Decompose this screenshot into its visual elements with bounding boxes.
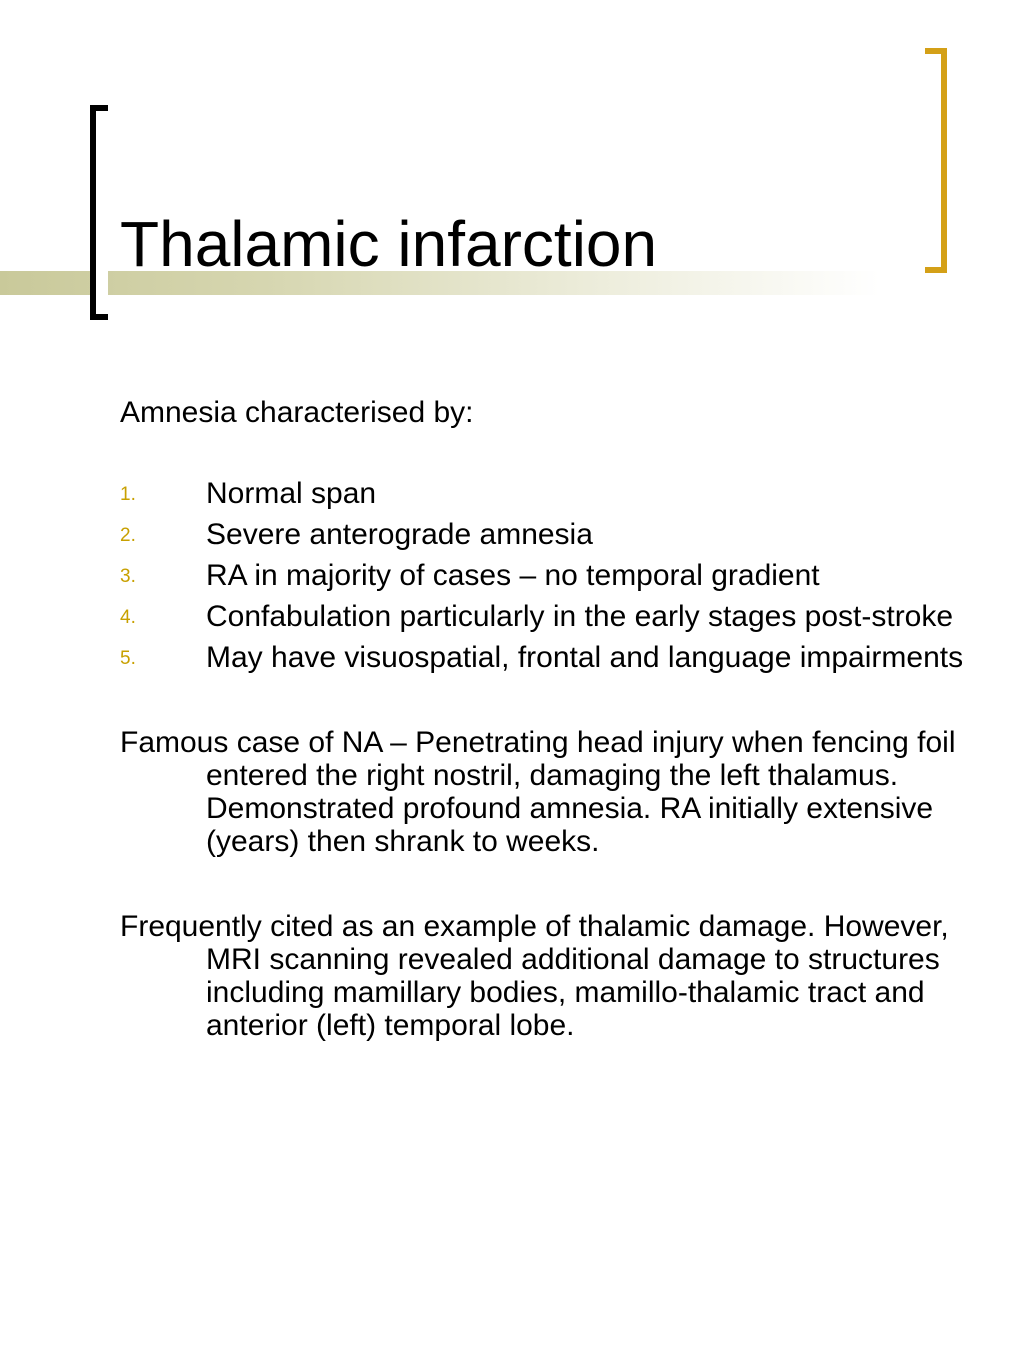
list-item-text: Normal span [206,477,377,510]
intro-text: Amnesia characterised by: [120,396,474,429]
list-item [120,559,970,592]
right-bracket-decoration [925,48,947,273]
list-item-number: 2. [120,525,136,546]
list-item-text: Confabulation particularly in the early stages post-stroke [206,600,954,633]
slide-header [0,0,1024,340]
list-item-text: RA in majority of cases – no temporal gradient [206,559,820,592]
numbered-list [120,477,970,674]
list-item-text: Severe anterograde amnesia [206,518,593,551]
list-item-number: 1. [120,484,136,505]
list-item-number: 3. [120,566,136,587]
slide-title: Thalamic infarction [120,208,658,280]
list-item-text: May have visuospatial, frontal and language impairments [206,641,964,674]
list-item [120,641,970,674]
case-na-paragraph: Famous case of NA – Penetrating head injury when fencing foil entered the right nostril, damaging the left thalamus. Demonstrated profound amnesia. RA initially extensive (years) then shrank to weeks. [120,726,956,858]
list-item [120,477,970,510]
mri-findings-paragraph: Frequently cited as an example of thalamic damage. However, MRI scanning revealed additional damage to structures including mamillary bodies, mamillo-thalamic tract and anterior (left) temporal lobe. [120,910,949,1042]
list-item [120,600,970,633]
list-item [120,518,970,551]
left-bracket-decoration [90,105,108,320]
slide-body [120,396,970,1042]
list-item-number: 5. [120,648,136,669]
list-item-number: 4. [120,607,136,628]
